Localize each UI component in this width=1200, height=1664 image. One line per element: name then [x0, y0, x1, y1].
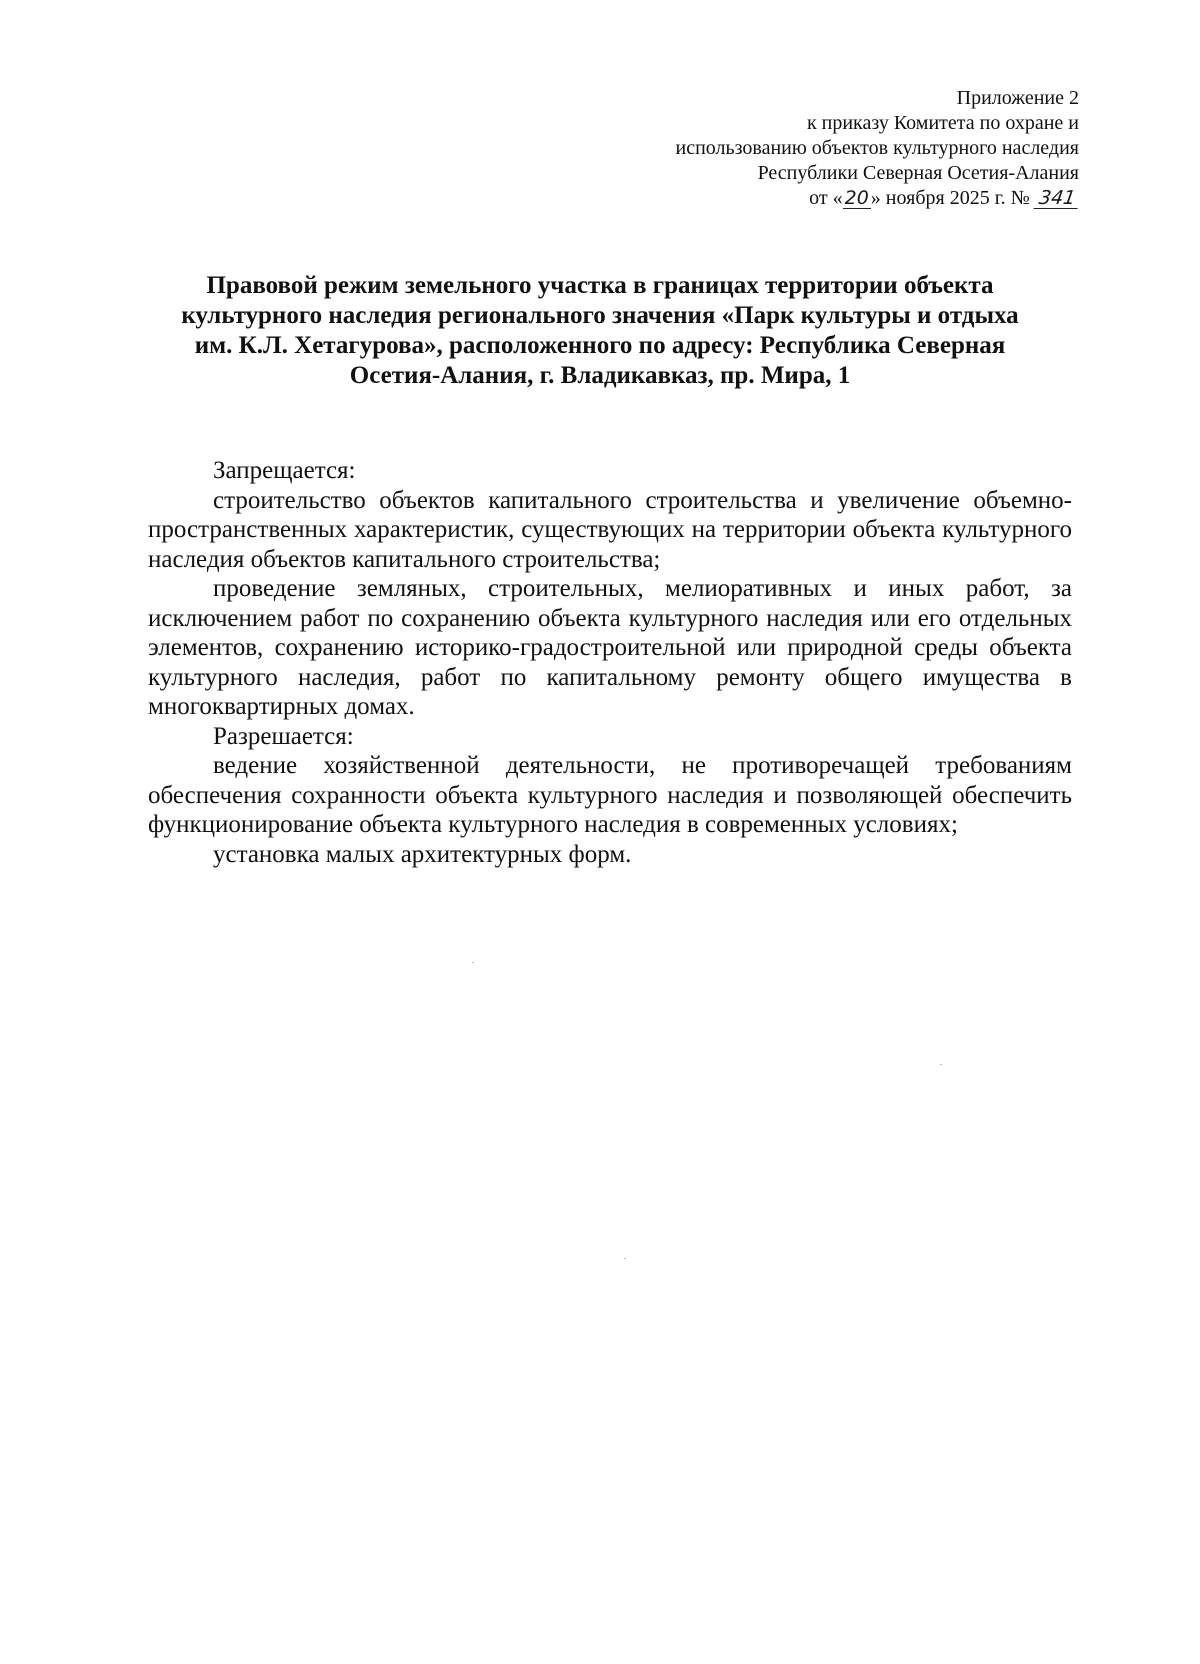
permitted-item: ведение хозяйственной деятельности, не противоречащей требованиям обеспечения сохранности объекта культурного наследия и позволяющей обеспечить функционирование объекта культурного наследия в современных условиях; — [148, 752, 1072, 838]
permitted-item: установка малых архитектурных форм. — [213, 840, 632, 868]
order-reference-line: к приказу Комитета по охране и — [806, 112, 1079, 134]
appendix-number: Приложение 2 — [956, 87, 1079, 109]
title-line-4: Осетия-Алания, г. Владикавказ, пр. Мира, 1 — [349, 362, 851, 389]
scan-speck — [472, 962, 474, 963]
committee-name-line: использованию объектов культурного наследия — [675, 137, 1079, 159]
prohibited-heading: Запрещается: — [213, 457, 356, 484]
republic-name-line: Республики Северная Осетия-Алания — [757, 162, 1079, 184]
prohibited-item: строительство объектов капитального строительства и увеличение объемно-пространственных характеристик, существующих на территории объекта культурного наследия объектов капитального строительства; — [148, 486, 1072, 573]
title-line-1: Правовой режим земельного участка в границах территории объекта — [206, 272, 994, 299]
handwritten-date-day: 20 — [844, 187, 869, 209]
date-suffix: » ноября 2025 г. № — [870, 187, 1035, 209]
title-line-3: им. К.Л. Хетагурова», расположенного по адресу: Республика Северная — [194, 332, 1006, 359]
appendix-header — [559, 86, 1079, 211]
title-line-2: культурного наследия регионального значения «Парк культуры и отдыха — [181, 302, 1019, 329]
permitted-heading: Разрешается: — [213, 722, 354, 750]
scan-speck — [940, 1064, 942, 1065]
prohibited-item: проведение земляных, строительных, мелиоративных и иных работ, за исключением работ по сохранению объекта культурного наследия или его отдельных элементов, сохранению историко-градостроительной или природной среды объекта культурного наследия, работ по капитальному ремонту общего имущества в многоквартирных домах. — [148, 575, 1072, 720]
handwritten-order-number: 341 — [1033, 188, 1080, 209]
document-title — [130, 271, 1070, 391]
date-prefix: от « — [809, 187, 843, 209]
order-date-line — [559, 186, 1079, 211]
scan-speck — [624, 1258, 626, 1259]
document-body — [148, 456, 1072, 869]
